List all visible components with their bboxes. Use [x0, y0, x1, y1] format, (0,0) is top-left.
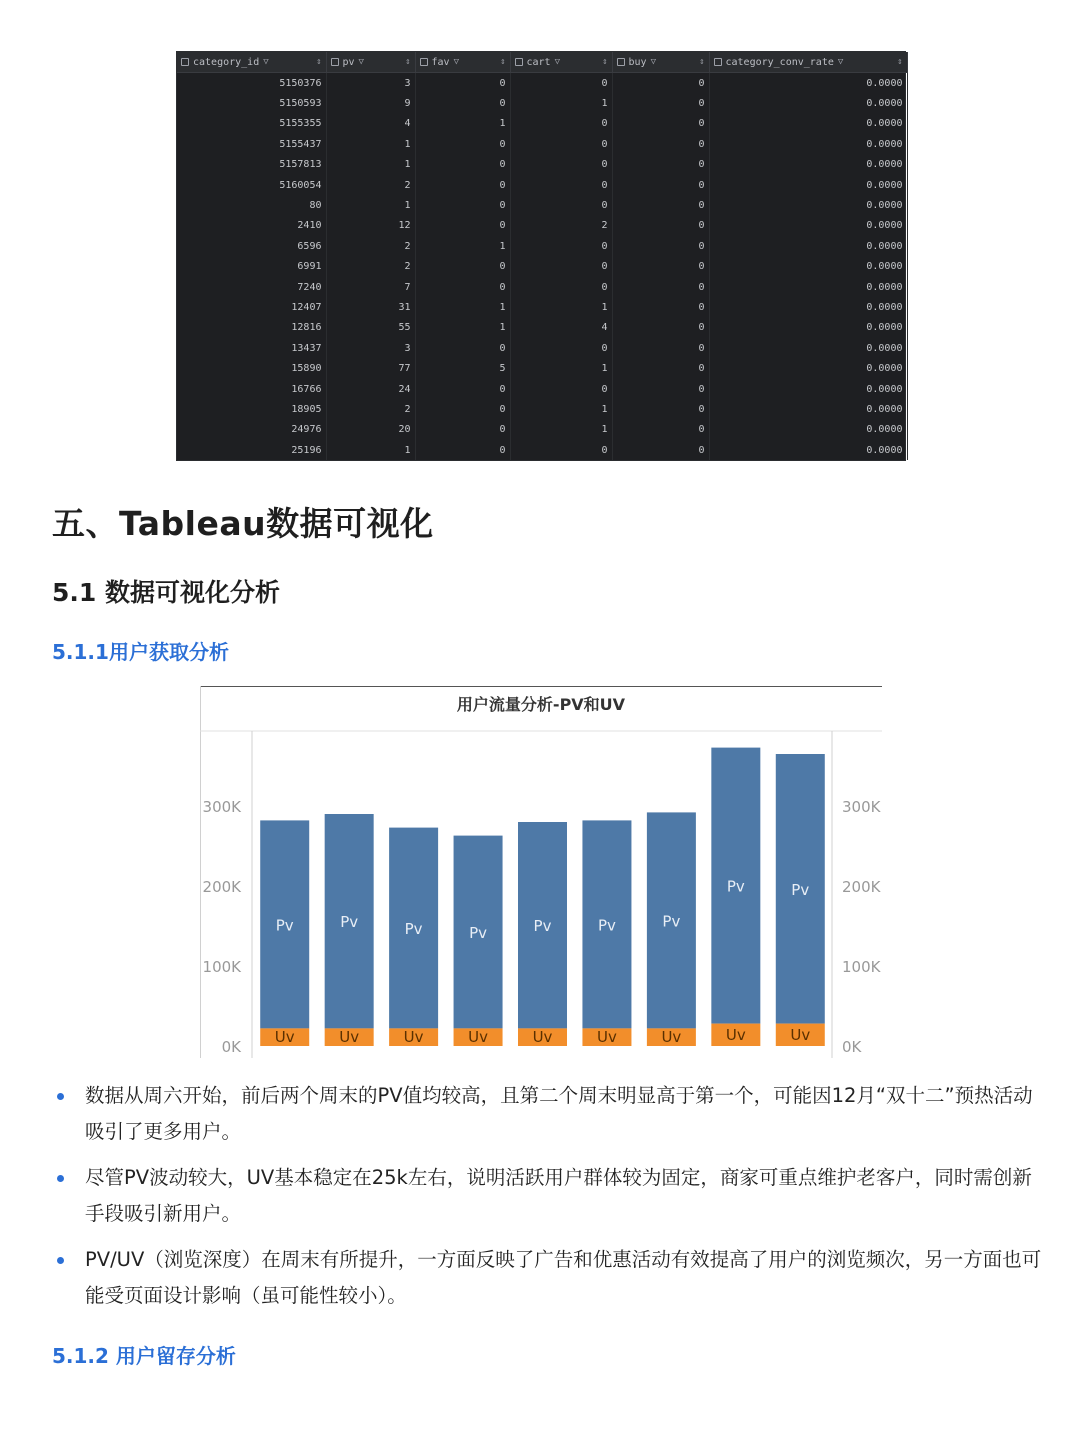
bar-label-pv: Pv — [533, 917, 552, 936]
bar-label-pv: Pv — [726, 877, 745, 896]
table-cell: 1 — [326, 134, 415, 154]
table-cell: 0 — [415, 257, 510, 277]
table-cell: 13437 — [177, 338, 326, 358]
table-cell: 0 — [415, 175, 510, 195]
table-row[interactable] — [177, 420, 907, 440]
table-cell: 1 — [415, 236, 510, 256]
table-cell: 2 — [326, 175, 415, 195]
table-cell: 0.0000 — [709, 195, 907, 215]
y-tick-label-right: 200K — [842, 878, 881, 896]
table-cell: 12816 — [177, 318, 326, 338]
sort-icon[interactable]: ⇕ — [500, 57, 506, 67]
table-row[interactable] — [177, 379, 907, 399]
column-header-pv[interactable] — [326, 52, 415, 73]
bar-label-pv: Pv — [469, 924, 488, 942]
bar-label-uv: Uv — [468, 1028, 488, 1047]
table-cell: 0 — [415, 379, 510, 399]
table-cell: 1 — [415, 318, 510, 338]
table-cell: 2 — [326, 399, 415, 419]
table-cell: 0 — [612, 114, 709, 134]
table-cell: 0.0000 — [709, 73, 907, 94]
column-header-cart[interactable] — [510, 52, 612, 73]
table-cell: 0 — [510, 114, 612, 134]
column-header-label: category_id — [193, 56, 260, 68]
sort-icon[interactable]: ⇕ — [405, 57, 411, 67]
filter-icon[interactable]: ▽ — [358, 57, 364, 67]
table-cell: 31 — [326, 297, 415, 317]
y-tick-label-left: 300K — [202, 798, 241, 816]
table-row[interactable] — [177, 338, 907, 358]
column-header-buy[interactable] — [612, 52, 709, 73]
bar-label-pv: Pv — [275, 916, 294, 935]
table-cell: 0 — [612, 379, 709, 399]
column-icon — [515, 58, 523, 66]
table-cell: 0 — [510, 155, 612, 175]
bar-label-uv: Uv — [661, 1028, 682, 1047]
bullet-dot-icon — [57, 1093, 64, 1100]
chart-title: 用户流量分析-PV和UV — [456, 695, 626, 714]
table-cell: 12 — [326, 216, 415, 236]
table-cell: 0.0000 — [709, 318, 907, 338]
table-cell: 0 — [510, 277, 612, 297]
table-cell: 1 — [415, 114, 510, 134]
filter-icon[interactable]: ▽ — [554, 57, 561, 67]
table-row[interactable] — [177, 134, 907, 154]
table-header-row — [177, 52, 907, 73]
table-cell: 0 — [415, 134, 510, 154]
filter-icon[interactable]: ▽ — [453, 57, 459, 67]
section-title: 五、Tableau数据可视化 — [52, 504, 434, 543]
table-cell: 0.0000 — [709, 114, 907, 134]
table-cell: 12407 — [177, 297, 326, 317]
table-cell: 0 — [612, 134, 709, 154]
table-cell: 0.0000 — [709, 277, 907, 297]
sort-icon[interactable]: ⇕ — [699, 57, 705, 67]
table-cell: 5155355 — [177, 114, 326, 134]
y-tick-label-right: 100K — [842, 958, 881, 976]
subsection-title: 5.1 数据可视化分析 — [52, 578, 280, 607]
table-cell: 6991 — [177, 257, 326, 277]
bar-label-pv: Pv — [597, 916, 616, 935]
filter-icon[interactable]: ▽ — [837, 57, 844, 67]
bullet-dot-icon — [57, 1175, 64, 1182]
table-cell: 0 — [510, 440, 612, 460]
bullet-text: PV/UV（浏览深度）在周末有所提升，一方面反映了广告和优惠活动有效提高了用户的浏览频次，另一方面也可能受页面设计影响（虽可能性较小）。 — [85, 1248, 1042, 1307]
table-cell: 77 — [326, 358, 415, 378]
table-row[interactable] — [177, 93, 907, 113]
filter-icon[interactable]: ▽ — [263, 57, 269, 67]
sub-subsection-title-user-retention: 5.1.2 用户留存分析 — [52, 1344, 236, 1368]
table-cell: 0 — [612, 195, 709, 215]
table-cell: 0 — [415, 338, 510, 358]
table-row[interactable] — [177, 73, 907, 94]
table-cell: 6596 — [177, 236, 326, 256]
table-cell: 20 — [326, 420, 415, 440]
table-row[interactable] — [177, 216, 907, 236]
y-tick-label-right: 300K — [842, 798, 881, 816]
table-cell: 0 — [612, 338, 709, 358]
table-cell: 3 — [326, 338, 415, 358]
table-cell: 0 — [510, 195, 612, 215]
y-tick-label-left: 100K — [202, 958, 241, 976]
sub-subsection-title-user-acquisition: 5.1.1用户获取分析 — [52, 640, 229, 664]
table-cell: 24 — [326, 379, 415, 399]
table-cell: 0 — [612, 277, 709, 297]
table-cell: 5 — [415, 358, 510, 378]
bullet-item — [52, 1078, 1042, 1150]
table-cell: 5157813 — [177, 155, 326, 175]
table-cell: 0 — [612, 257, 709, 277]
table-cell: 2 — [326, 236, 415, 256]
table-cell: 16766 — [177, 379, 326, 399]
pv-uv-chart-svg — [200, 686, 882, 1058]
table-cell: 0.0000 — [709, 338, 907, 358]
table-row[interactable] — [177, 175, 907, 195]
column-header-category-conv-rate[interactable] — [709, 52, 907, 73]
table-cell: 0.0000 — [709, 134, 907, 154]
column-icon — [331, 58, 339, 66]
bar-label-pv: Pv — [791, 880, 810, 899]
table-cell: 2 — [326, 257, 415, 277]
table-cell: 1 — [326, 195, 415, 215]
bullet-dot-icon — [57, 1257, 64, 1264]
table-row[interactable] — [177, 318, 907, 338]
table-cell: 0.0000 — [709, 297, 907, 317]
table-cell: 0.0000 — [709, 93, 907, 113]
table-row[interactable] — [177, 155, 907, 175]
table-cell: 0 — [510, 175, 612, 195]
table-cell: 0 — [510, 379, 612, 399]
table-cell: 0 — [612, 358, 709, 378]
bar-label-uv: Uv — [403, 1028, 424, 1047]
table-row[interactable] — [177, 114, 907, 134]
table-cell: 0 — [415, 73, 510, 94]
table-cell: 0 — [415, 93, 510, 113]
bar-label-pv: Pv — [340, 913, 359, 932]
table-cell: 55 — [326, 318, 415, 338]
table-cell: 5150593 — [177, 93, 326, 113]
analysis-bullet-list — [52, 1078, 1042, 1324]
table-cell: 0.0000 — [709, 216, 907, 236]
table-cell: 0 — [612, 420, 709, 440]
query-result-table — [176, 51, 906, 461]
table-cell: 0 — [510, 257, 612, 277]
table-cell: 0 — [612, 155, 709, 175]
table-cell: 0 — [612, 73, 709, 94]
y-tick-label-right: 0K — [842, 1038, 862, 1056]
table-cell: 18905 — [177, 399, 326, 419]
table-cell: 1 — [510, 358, 612, 378]
sort-icon[interactable]: ⇕ — [897, 57, 903, 67]
table-cell: 0 — [510, 134, 612, 154]
table-cell: 0 — [415, 277, 510, 297]
table-cell: 1 — [510, 297, 612, 317]
table-cell: 15890 — [177, 358, 326, 378]
table-cell: 5155437 — [177, 134, 326, 154]
table-cell: 0 — [612, 297, 709, 317]
y-tick-label-left: 200K — [202, 878, 241, 896]
table-cell: 0.0000 — [709, 257, 907, 277]
table-cell: 0 — [612, 440, 709, 460]
table-row[interactable] — [177, 297, 907, 317]
column-icon — [714, 58, 722, 66]
bar-label-uv: Uv — [790, 1025, 811, 1044]
table-cell: 0 — [510, 236, 612, 256]
table-cell: 3 — [326, 73, 415, 94]
table-cell: 0.0000 — [709, 155, 907, 175]
column-icon — [181, 58, 189, 66]
table-cell: 1 — [326, 155, 415, 175]
column-header-label: fav — [431, 56, 450, 68]
table-row[interactable] — [177, 440, 907, 460]
table-cell: 1 — [326, 440, 415, 460]
table-row[interactable] — [177, 236, 907, 256]
bullet-item — [52, 1160, 1042, 1232]
bullet-text: 数据从周六开始，前后两个周末的PV值均较高，且第二个周末明显高于第一个，可能因12月“双十二”预热活动吸引了更多用户。 — [85, 1084, 1033, 1143]
table-cell: 1 — [415, 297, 510, 317]
table-cell: 1 — [510, 93, 612, 113]
bar-label-uv: Uv — [597, 1028, 617, 1047]
table-cell: 4 — [510, 318, 612, 338]
table-cell: 0 — [612, 236, 709, 256]
table-row[interactable] — [177, 195, 907, 215]
table-cell: 0 — [415, 399, 510, 419]
table-cell: 5150376 — [177, 73, 326, 94]
table-cell: 0 — [612, 216, 709, 236]
table-cell: 0.0000 — [709, 358, 907, 378]
column-icon — [617, 58, 625, 66]
bar-label-uv: Uv — [532, 1028, 553, 1047]
column-header-fav[interactable] — [415, 52, 510, 73]
column-header-category-id[interactable] — [177, 52, 326, 73]
sort-icon[interactable]: ⇕ — [316, 57, 322, 67]
table-cell: 0.0000 — [709, 175, 907, 195]
y-tick-label-left: 0K — [221, 1038, 241, 1056]
table-cell: 7240 — [177, 277, 326, 297]
bar-label-pv: Pv — [404, 920, 423, 938]
column-header-label: cart — [526, 56, 551, 68]
table-cell: 0 — [612, 93, 709, 113]
table-cell: 1 — [510, 399, 612, 419]
table-cell: 0.0000 — [709, 420, 907, 440]
bar-label-uv: Uv — [339, 1028, 360, 1047]
pv-uv-chart — [200, 686, 882, 1058]
table-cell: 0.0000 — [709, 236, 907, 256]
table-cell: 7 — [326, 277, 415, 297]
bar-label-pv: Pv — [662, 912, 681, 931]
table-cell: 1 — [510, 420, 612, 440]
table-cell: 0 — [415, 440, 510, 460]
bullet-item — [52, 1242, 1042, 1314]
table-cell: 0 — [510, 73, 612, 94]
column-header-label: pv — [342, 56, 355, 68]
table-cell: 0 — [415, 195, 510, 215]
table-cell: 9 — [326, 93, 415, 113]
table-cell: 0 — [612, 318, 709, 338]
table-cell: 0 — [612, 175, 709, 195]
table-cell: 24976 — [177, 420, 326, 440]
table-cell: 0 — [415, 155, 510, 175]
column-icon — [420, 58, 428, 66]
bullet-text: 尽管PV波动较大，UV基本稳定在25k左右，说明活跃用户群体较为固定，商家可重点维护老客户，同时需创新手段吸引新用户。 — [85, 1166, 1032, 1225]
table-cell: 80 — [177, 195, 326, 215]
table-row[interactable] — [177, 399, 907, 419]
table-cell: 0.0000 — [709, 379, 907, 399]
column-header-label: buy — [628, 56, 647, 68]
table-row[interactable] — [177, 358, 907, 378]
sort-icon[interactable]: ⇕ — [602, 57, 608, 67]
table-row[interactable] — [177, 257, 907, 277]
table-cell: 0 — [415, 420, 510, 440]
table-cell: 0 — [415, 216, 510, 236]
table-cell: 0.0000 — [709, 399, 907, 419]
table-cell: 0 — [510, 338, 612, 358]
table-cell: 2410 — [177, 216, 326, 236]
column-header-label: category_conv_rate — [725, 56, 834, 68]
table-cell: 0.0000 — [709, 440, 907, 460]
filter-icon[interactable]: ▽ — [650, 57, 656, 67]
table-cell: 25196 — [177, 440, 326, 460]
table-cell: 2 — [510, 216, 612, 236]
table-row[interactable] — [177, 277, 907, 297]
bar-label-uv: Uv — [725, 1025, 746, 1044]
table-cell: 0 — [612, 399, 709, 419]
table-cell: 4 — [326, 114, 415, 134]
bar-label-uv: Uv — [274, 1028, 295, 1047]
table-cell: 5160054 — [177, 175, 326, 195]
